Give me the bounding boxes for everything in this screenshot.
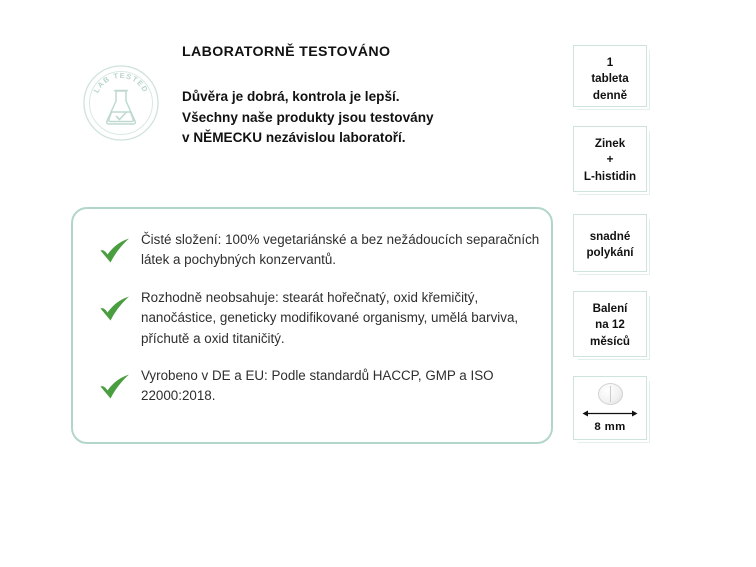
info-box-ingredients [573,126,647,192]
info-box-line: na 12 [595,318,625,332]
list-item [89,229,541,271]
info-box-dosage [573,45,647,107]
lab-tested-section [0,36,560,186]
feature-list [89,229,541,407]
tablet-size-graphic [577,383,643,435]
feature-text: Vyrobeno v DE a EU: Podle standardů HACCP, GMP a ISO 22000:2018. [141,367,494,404]
lab-tested-seal [82,64,160,142]
info-box-line: polykání [586,246,634,260]
info-box-line: L-histidin [583,169,637,183]
info-box-line: denně [592,88,628,102]
feature-text: Rozhodně neobsahuje: stearát hořečnatý, oxid křemičitý, nanočástice, geneticky modifikované organismy, umělá barviva, příchutě a oxid titaničitý. [141,289,519,346]
info-box-line: Balení [592,302,628,315]
info-box-line: snadné [589,230,631,243]
info-box-line: 1 [606,56,614,69]
feature-card [71,207,553,444]
feature-text: Čisté složení: 100% vegetariánské a bez nežádoucích separačních látek a pochybných konzervantů. [141,232,540,268]
info-box-tablet-size [573,376,647,440]
green-checkmark-icon [89,229,141,265]
description-line-2: Všechny naše produkty jsou testovány [182,109,434,125]
double-arrow-icon [582,409,638,418]
svg-text:LAB TESTED: LAB TESTED [91,70,151,95]
info-box-easy-swallow [573,214,647,272]
info-box-line: měsíců [590,334,630,348]
lab-tested-copy [182,44,542,149]
list-item [89,287,541,349]
page-title: LABORATORNĚ TESTOVÁNO [182,44,391,60]
description-line-1: Důvěra je dobrá, kontrola je lepší. [182,89,400,105]
green-checkmark-icon [89,365,141,401]
tablet-size-label: 8 mm [594,420,626,433]
info-box-supply-duration [573,291,647,357]
green-checkmark-icon [89,287,141,323]
info-box-line: tableta [591,72,629,86]
lab-tested-description [182,87,542,149]
round-tablet-icon [598,383,623,405]
description-line-3: v NĚMECKU nezávislou laboratoří. [182,130,406,146]
info-boxes-sidebar [573,45,653,459]
info-box-line: + [606,153,614,167]
list-item [89,365,541,407]
info-box-line: Zinek [594,137,626,150]
